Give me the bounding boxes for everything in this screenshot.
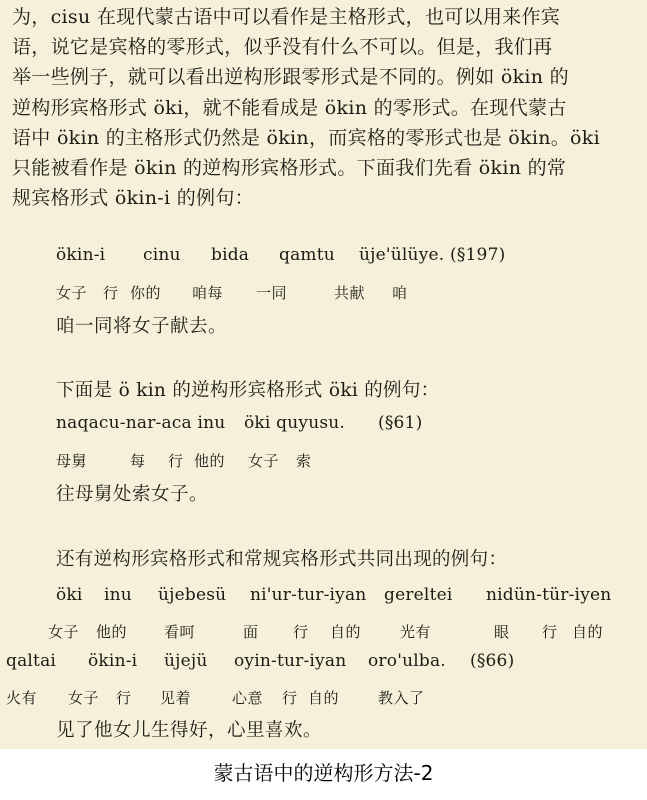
example-1-gloss [0,282,647,304]
gloss-word: 自的 [572,623,604,641]
source-word: oro'ulba. [368,651,446,671]
paragraph-line: 只能被看作是 ökin 的逆构形宾格形式。下面我们先看 ökin 的常 [12,157,567,180]
source-reference: (§197) [450,245,506,265]
source-word: ökin-i [56,245,106,265]
example-3-gloss [0,621,647,643]
source-word: inu [104,585,132,605]
gloss-word: 每 [130,452,146,470]
gloss-word: 女子 [248,452,280,470]
source-word: üje'ülüye. [359,245,445,265]
gloss-word: 你的 [130,284,162,302]
gloss-word: 行 [542,623,558,641]
gloss-word: 面 [243,623,259,641]
example-3-intro: 还有逆构形宾格形式和常规宾格形式共同出现的例句： [56,549,508,570]
gloss-word: 他的 [194,452,226,470]
gloss-word: 女子 [48,623,80,641]
source-word: cinu [143,245,181,265]
source-word: naqacu-nar-aca inu [56,413,226,433]
source-word: üjebesü [158,585,227,605]
source-word: nidün-tür-iyen [486,585,612,605]
example-3-translation: 见了他女儿生得好，心里喜欢。 [56,720,323,741]
source-word: öki quyusu. [244,413,346,433]
gloss-word: 行 [116,689,132,707]
example-2-intro: 下面是 ö kin 的逆构形宾格形式 öki 的例句： [56,380,440,401]
example-3-gloss-2 [0,687,647,709]
source-word: qamtu [279,245,335,265]
gloss-word: 行 [168,452,184,470]
gloss-word: 光有 [400,623,432,641]
example-3-source [0,585,647,609]
source-word: öki [56,585,83,605]
gloss-word: 一同 [256,284,288,302]
example-1-source [0,245,647,269]
gloss-word: 行 [293,623,309,641]
source-word: üjejü [164,651,208,671]
paragraph-line: 逆构形宾格形式 öki，就不能看成是 ökin 的零形式。在现代蒙古 [12,96,567,119]
gloss-word: 行 [103,284,119,302]
source-word: oyin-tur-iyan [234,651,347,671]
source-word: ni'ur-tur-iyan [250,585,367,605]
gloss-word: 看呵 [164,623,196,641]
source-word: gereltei [384,585,453,605]
source-word: qaltai [6,651,57,671]
gloss-word: 索 [296,452,312,470]
example-2-source [0,413,647,437]
paragraph-line: 为，cisu 在现代蒙古语中可以看作是主格形式，也可以用来作宾 [12,6,561,28]
paragraph-line: 规宾格形式 ökin-i 的例句： [12,187,254,210]
gloss-word: 火有 [6,689,38,707]
example-2-gloss [0,450,647,472]
example-1-translation: 咱一同将女子献去。 [56,316,228,337]
paragraph-line: 语中 ökin 的主格形式仍然是 ökin，而宾格的零形式也是 ökin。öki [12,126,600,149]
gloss-word: 咱每 [192,284,224,302]
example-3-source-2 [0,651,647,675]
gloss-word: 他的 [96,623,128,641]
gloss-word: 眼 [494,623,510,641]
gloss-word: 心意 [232,689,264,707]
image-caption: 蒙古语中的逆构形方法-2 [213,761,434,785]
paragraph-line: 举一些例子，就可以看出逆构形跟零形式是不同的。例如 ökin 的 [12,66,569,89]
source-reference: (§66) [470,651,515,671]
gloss-word: 行 [282,689,298,707]
source-reference: (§61) [378,413,423,433]
gloss-word: 教入了 [378,689,425,707]
gloss-word: 见着 [160,689,192,707]
paragraph-line: 语，说它是宾格的零形式，似乎没有什么不可以。但是，我们再 [12,36,553,59]
gloss-word: 咱 [392,284,408,302]
gloss-word: 自的 [308,689,340,707]
gloss-word: 母舅 [56,452,88,470]
gloss-word: 共献 [334,284,366,302]
gloss-word: 自的 [330,623,362,641]
gloss-word: 女子 [68,689,100,707]
example-2-translation: 往母舅处索女子。 [56,484,209,505]
source-word: bida [211,245,250,265]
body-paragraph [12,2,638,213]
source-word: ökin-i [88,651,138,671]
gloss-word: 女子 [56,284,88,302]
